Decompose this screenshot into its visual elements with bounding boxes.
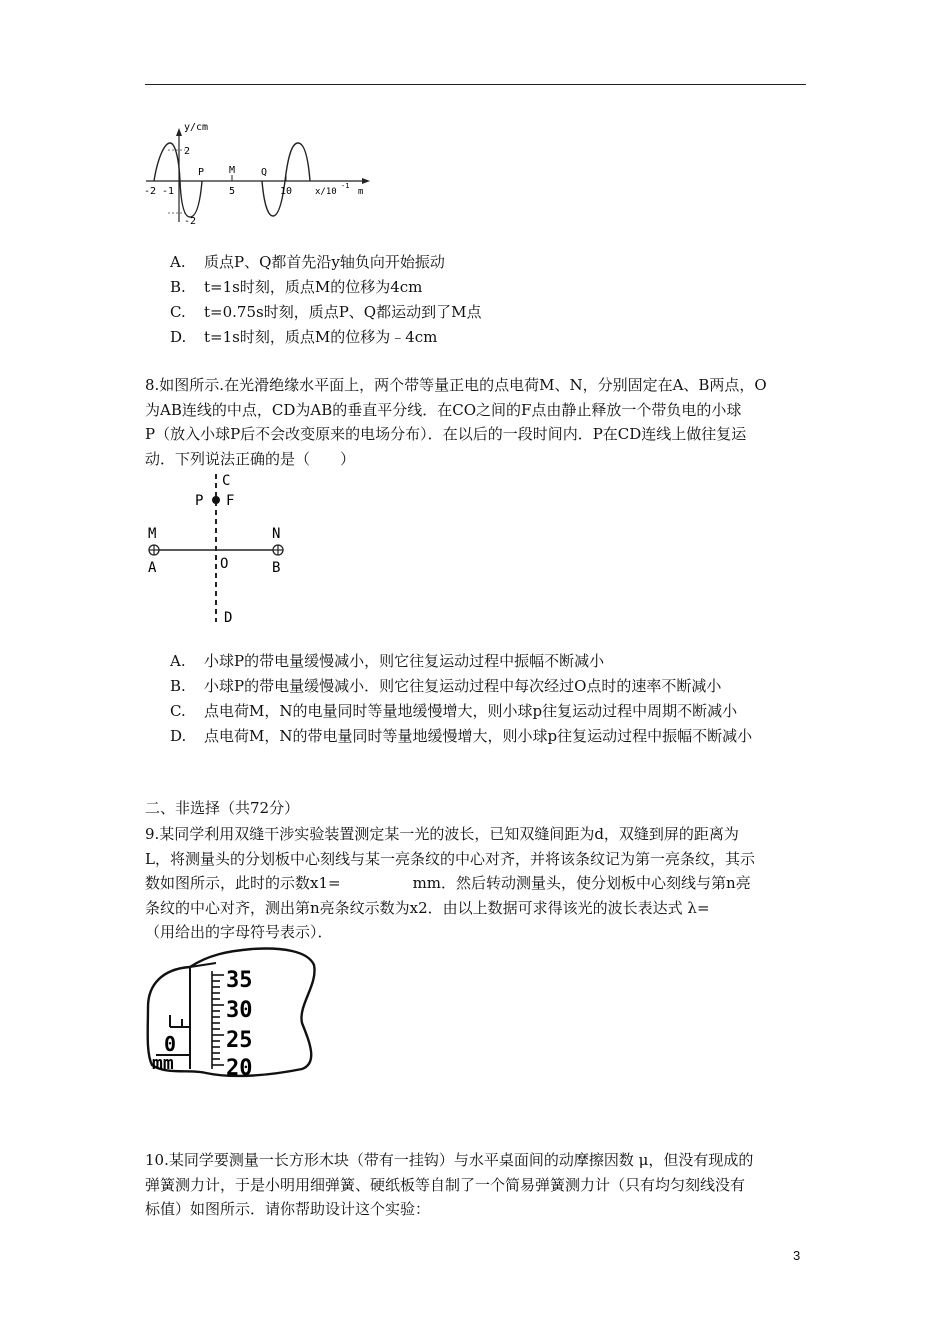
scale-30: 30 <box>226 998 253 1023</box>
q9-line-1: 9.某同学利用双缝干涉实验装置测定某一光的波长，已知双缝间距为d，双缝到屏的距离为 <box>145 825 739 843</box>
label-m: M <box>148 526 157 542</box>
scale-20: 20 <box>226 1056 253 1081</box>
label-b: B <box>272 560 281 576</box>
point-m-label: M <box>229 165 236 176</box>
q7-option-c <box>170 302 481 322</box>
q8-line-2: 为AB连线的中点，CD为AB的垂直平分线．在CO之间的F点由静止释放一个带负电的小球 <box>145 400 742 419</box>
x-axis-label: x/10 <box>315 187 337 197</box>
q10-line-1: 10.某同学要测量一长方形木块（带有一挂钩）与水平桌面间的动摩擦因数 μ，但没有现成的 <box>145 1151 754 1169</box>
q9-line-2: L，将测量头的分划板中心刻线与某一亮条纹的中心对齐，并将该条纹记为第一亮条纹，其示 <box>145 849 755 868</box>
q10-line-2: 弹簧测力计，于是小明用细弹簧、硬纸板等自制了一个简易弹簧测力计（只有均匀刻线没有 <box>145 1175 746 1194</box>
y-axis-label: y/cm <box>184 122 209 133</box>
label-p: P <box>195 493 204 509</box>
scale-35: 35 <box>226 968 253 993</box>
x-axis-exponent: -1 <box>341 182 350 190</box>
q9-line-4: 条纹的中心对齐，测出第n亮条纹示数为x2．由以上数据可求得该光的波长表达式 λ= <box>145 898 710 917</box>
header-rule <box>145 84 806 85</box>
point-q-label: Q <box>261 167 268 178</box>
y-tick-neg2: -2 <box>184 216 197 227</box>
option-text: 质点P、Q都首先沿y轴负向开始振动 <box>204 253 445 271</box>
option-key: D. <box>170 727 187 745</box>
option-key: D. <box>170 328 187 346</box>
q9-line-5: （用给出的字母符号表示）． <box>145 923 333 941</box>
label-n: N <box>272 526 281 542</box>
x-tick-neg1: -1 <box>162 186 175 197</box>
option-text: t=1s时刻，质点M的位移为4cm <box>204 278 423 296</box>
label-d: D <box>224 610 233 626</box>
option-text: 点电荷M，N的带电量同时等量地缓慢增大，则小球p往复运动过程中振幅不断减小 <box>204 727 753 745</box>
q9-line-3-end: mm．然后转动测量头，使分划板中心刻线与第n亮 <box>412 874 751 892</box>
option-key: C. <box>170 303 186 321</box>
label-a: A <box>148 560 157 576</box>
option-text: 小球P的带电量缓慢减小．则它往复运动过程中每次经过O点时的速率不断减小 <box>204 677 722 695</box>
x-tick-5: 5 <box>229 186 236 197</box>
option-key: B. <box>170 278 186 296</box>
q7-option-d <box>170 327 437 347</box>
unit-mm: mm <box>152 1053 174 1074</box>
y-tick-2: 2 <box>184 146 191 157</box>
q8-option-b <box>170 676 721 696</box>
q9-question <box>145 822 809 945</box>
option-text: t=1s时刻，质点M的位移为﹣4cm <box>204 328 438 346</box>
label-c: C <box>222 473 231 489</box>
option-text: 点电荷M，N的电量同时等量地缓慢增大，则小球p往复运动过程中周期不断减小 <box>204 702 738 720</box>
x-axis-unit: m <box>358 187 364 197</box>
charge-figure <box>140 470 310 630</box>
q8-question <box>145 373 809 471</box>
x-tick-10: 10 <box>280 186 293 197</box>
x-tick-neg2: -2 <box>144 186 157 197</box>
q8-line-4: 动．下列说法正确的是（ ） <box>145 449 356 468</box>
label-o: O <box>220 556 229 572</box>
micrometer-figure <box>142 945 332 1085</box>
section-heading: 二、非选择（共72分） <box>145 799 300 817</box>
page-number: 3 <box>793 1248 801 1263</box>
q7-option-a <box>170 252 445 272</box>
q8-line-1: 8.如图所示.在光滑绝缘水平面上，两个带等量正电的点电荷M、N，分别固定在A、B两点，O <box>145 376 767 394</box>
q8-option-a <box>170 651 604 671</box>
q10-line-3: 标值）如图所示．请你帮助设计这个实验： <box>145 1200 431 1218</box>
point-p-label: P <box>198 167 205 178</box>
wave-figure <box>140 118 380 228</box>
option-key: B. <box>170 677 186 695</box>
q8-option-c <box>170 701 737 721</box>
main-scale-zero: 0 <box>164 1032 177 1056</box>
scale-25: 25 <box>226 1028 253 1053</box>
option-key: A. <box>170 652 186 670</box>
q10-question <box>145 1148 809 1222</box>
option-key: A. <box>170 253 186 271</box>
q7-option-b <box>170 277 422 297</box>
q8-option-d <box>170 726 752 746</box>
q9-line-3-start: 数如图所示，此时的示数x1= <box>145 874 341 892</box>
option-key: C. <box>170 702 186 720</box>
option-text: t=0.75s时刻，质点P、Q都运动到了M点 <box>204 303 482 321</box>
label-f: F <box>226 493 235 509</box>
q9-line-3 <box>145 871 809 896</box>
q8-line-3: P（放入小球P后不会改变原来的电场分布）．在以后的一段时间内．P在CD连线上做往复运 <box>145 425 747 443</box>
option-text: 小球P的带电量缓慢减小，则它往复运动过程中振幅不断减小 <box>204 652 605 670</box>
